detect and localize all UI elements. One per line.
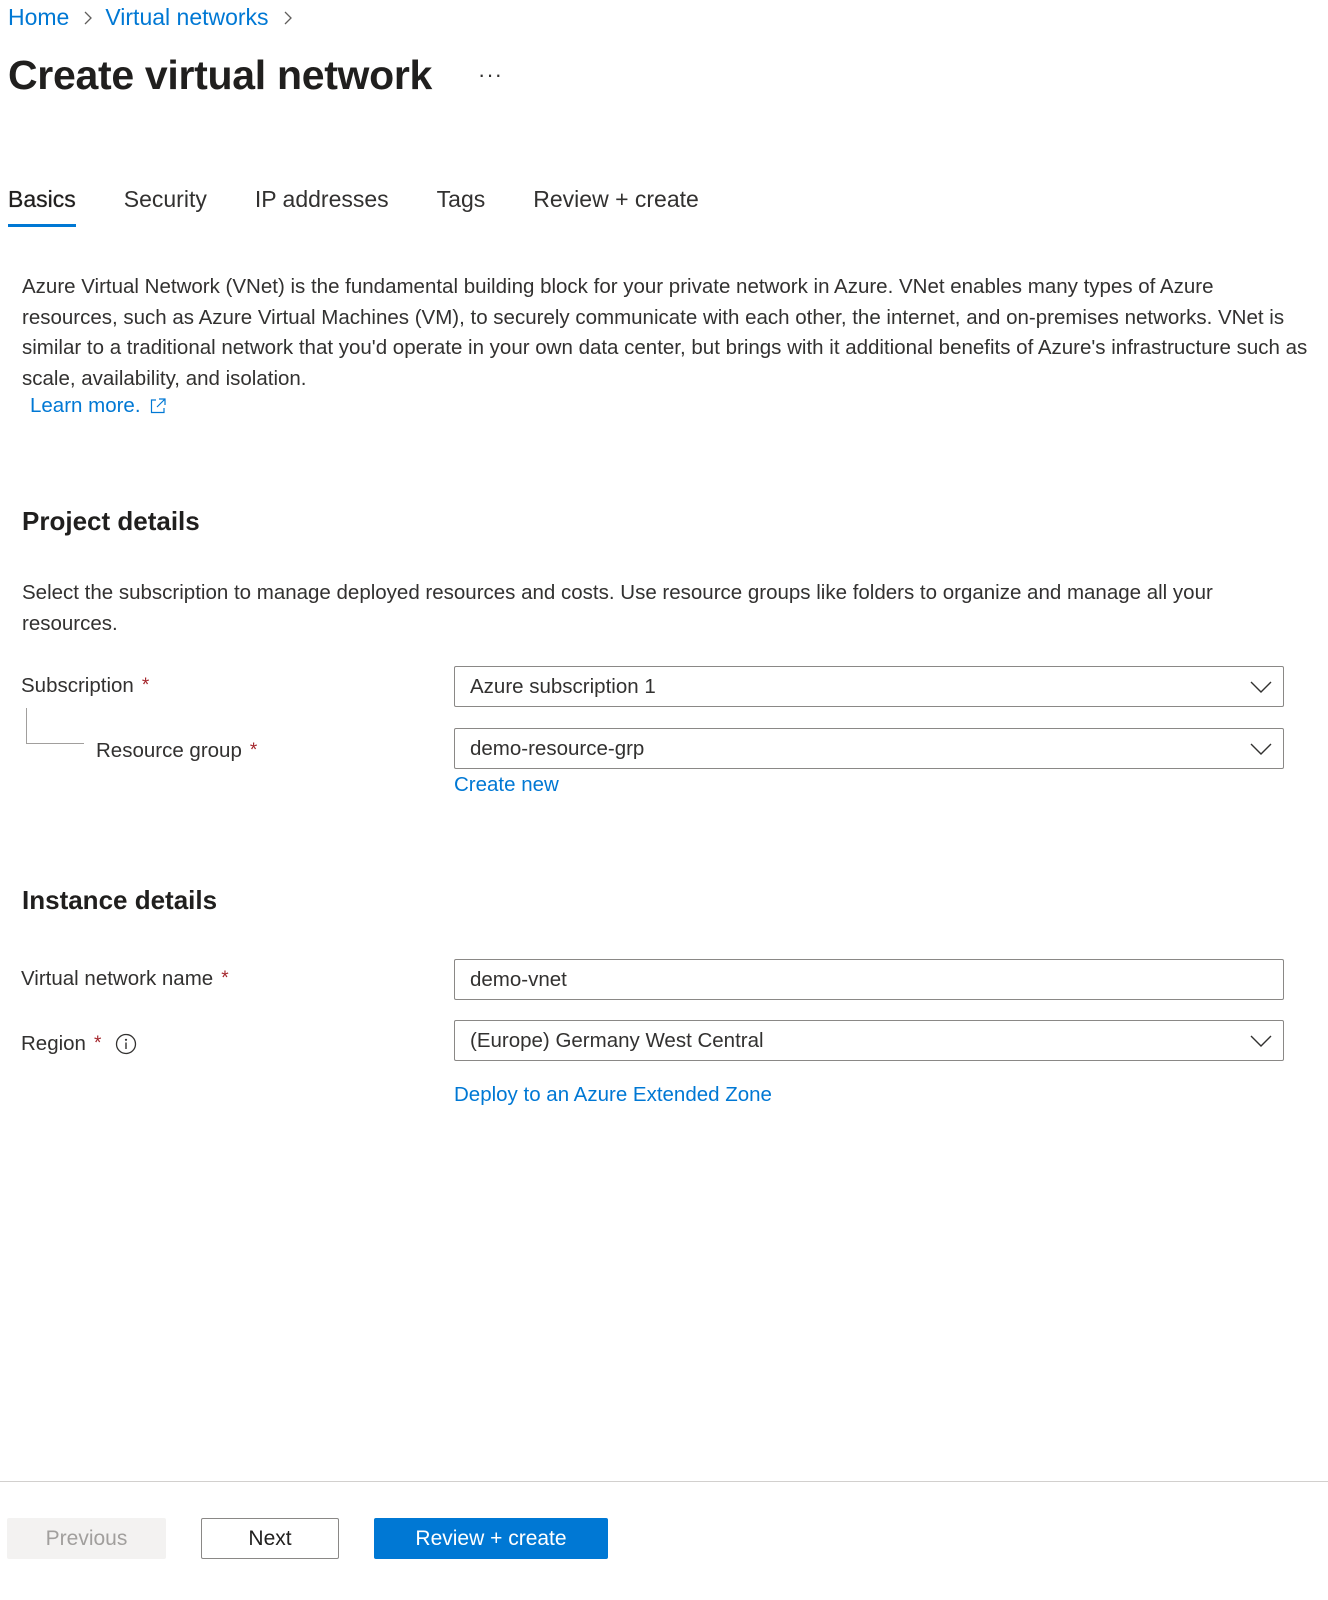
project-details-description: Select the subscription to manage deployed resources and costs. Use resource groups like folders to organize and manage all your resources. (22, 581, 1213, 635)
footer-divider (0, 1481, 1328, 1482)
chevron-down-icon (1239, 1035, 1283, 1047)
breadcrumb (8, 4, 305, 31)
vnet-name-label-text: Virtual network name (21, 967, 214, 990)
deploy-extended-zone-link[interactable]: Deploy to an Azure Extended Zone (454, 1083, 772, 1106)
info-icon[interactable] (115, 1033, 137, 1055)
project-details-heading: Project details (22, 506, 200, 536)
vnet-name-input[interactable] (454, 959, 1284, 1000)
tab-review-create[interactable]: Review + create (533, 186, 699, 212)
chevron-right-icon (283, 10, 293, 26)
required-asterisk: * (221, 968, 229, 989)
chevron-down-icon (1239, 681, 1283, 693)
create-new-resource-group-link[interactable]: Create new (454, 773, 559, 796)
more-options-icon[interactable]: ··· (478, 62, 503, 87)
subscription-dropdown[interactable] (454, 666, 1284, 707)
page-title: Create virtual network (8, 52, 433, 98)
required-asterisk: * (141, 675, 150, 696)
learn-more-label: Learn more. (30, 394, 141, 417)
vnet-name-value: demo-vnet (470, 967, 567, 991)
review-create-button[interactable]: Review + create (374, 1518, 608, 1559)
required-asterisk: * (249, 740, 258, 761)
tab-tags[interactable]: Tags (436, 186, 486, 212)
subscription-label-text: Subscription (21, 674, 134, 697)
chevron-right-icon (83, 10, 93, 26)
tab-security[interactable]: Security (123, 186, 207, 212)
region-label (21, 1032, 137, 1056)
region-dropdown[interactable] (454, 1020, 1284, 1061)
breadcrumb-home[interactable]: Home (8, 4, 70, 30)
intro-description: Azure Virtual Network (VNet) is the fundamental building block for your private network in Azure. VNet enables many types of Azure resources, such as Azure Virtual Machines (VM), to securely communicate with each other, the internet, and on-premises networks. VNet is similar to a traditional network that you'd operate in your own data center, but brings with it additional benefits of Azure's infrastructure such as scale, availability, and isolation. (22, 275, 1308, 390)
tab-bar (8, 186, 747, 225)
instance-details-heading: Instance details (22, 885, 218, 915)
tab-basics[interactable]: Basics (8, 186, 76, 225)
region-label-text: Region (21, 1032, 86, 1055)
subscription-label (21, 674, 149, 698)
learn-more-link[interactable] (30, 394, 167, 418)
breadcrumb-virtual-networks[interactable]: Virtual networks (105, 4, 269, 30)
hierarchy-connector (26, 708, 84, 744)
region-value: (Europe) Germany West Central (470, 1028, 764, 1052)
resource-group-label-text: Resource group (96, 739, 242, 762)
chevron-down-icon (1239, 743, 1283, 755)
resource-group-dropdown[interactable] (454, 728, 1284, 769)
resource-group-label (96, 739, 257, 763)
tab-ip-addresses[interactable]: IP addresses (254, 186, 389, 212)
subscription-value: Azure subscription 1 (470, 674, 656, 698)
external-link-icon (149, 397, 167, 415)
next-button[interactable]: Next (201, 1518, 339, 1559)
resource-group-value: demo-resource-grp (470, 736, 645, 760)
vnet-name-label (21, 967, 229, 991)
previous-button[interactable]: Previous (7, 1518, 166, 1559)
required-asterisk: * (93, 1033, 102, 1054)
